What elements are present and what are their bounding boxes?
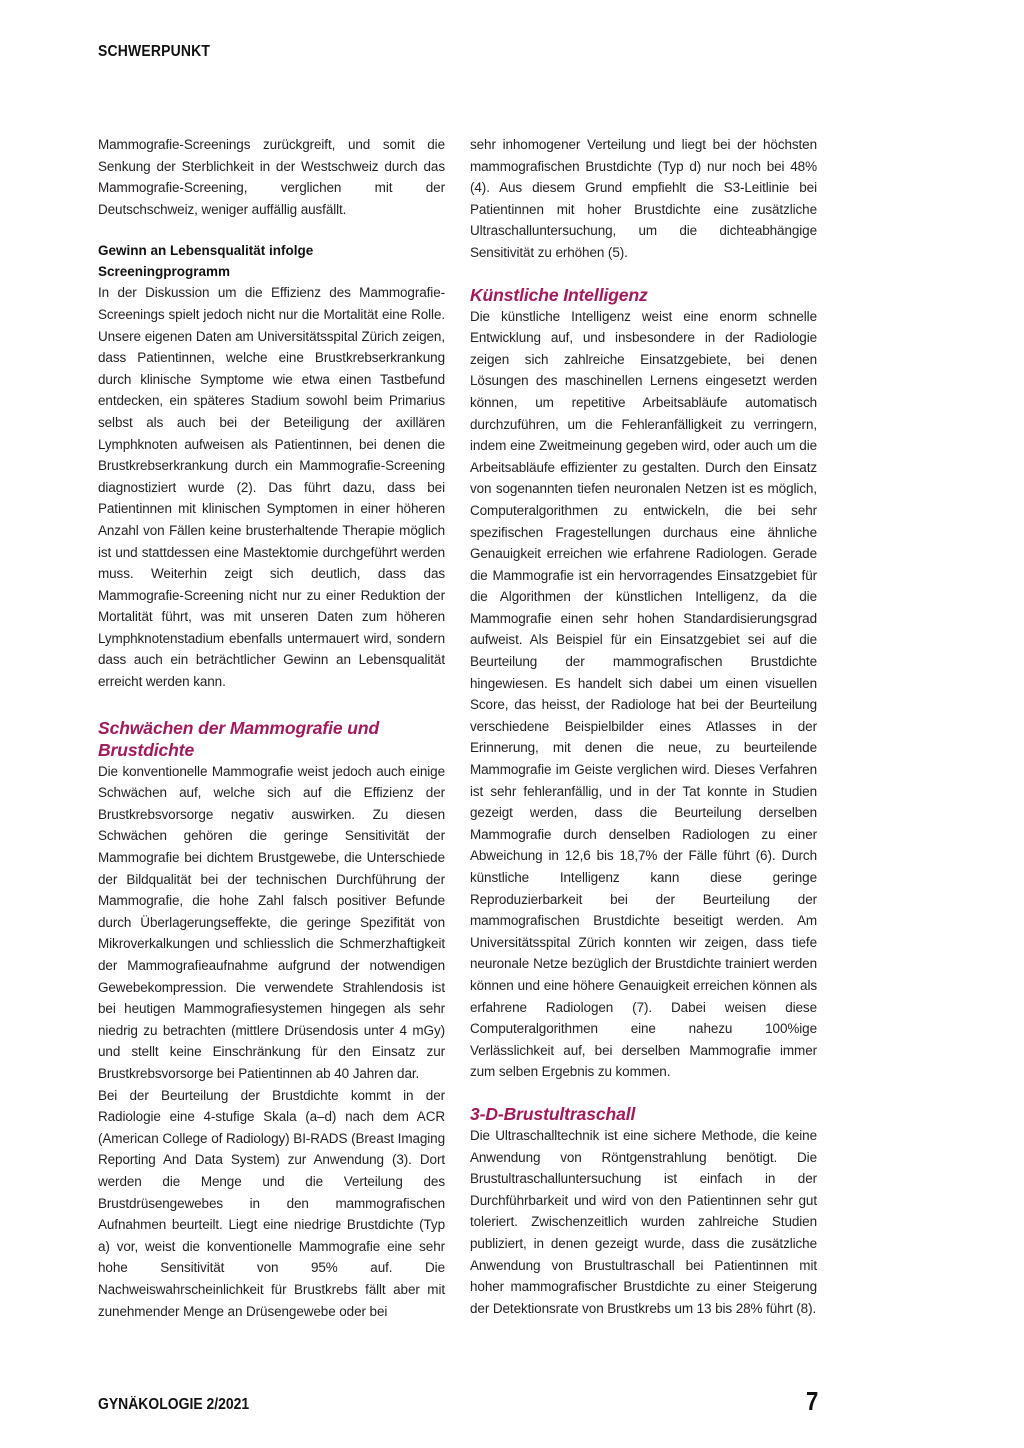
heading-kuenstliche-intelligenz: Künstliche Intelligenz bbox=[470, 284, 648, 305]
intro-paragraph: Mammografie-Screenings zurückgreift, und somit die Senkung der Sterblichkeit in der Westschweiz durch das Mammografie-Screening, verglichen mit der Deutschschweiz, weniger auffällig ausfällt. bbox=[98, 137, 445, 217]
page-number: 7 bbox=[806, 1386, 819, 1416]
heading-3d-brustultraschall: 3-D-Brustultraschall bbox=[470, 1103, 636, 1124]
paragraph-kuenstliche-intelligenz: Die künstliche Intelligenz weist eine enorm schnelle Entwicklung auf, und insbesondere in der Radiologie zeigen sich zahlreiche Einsatzgebiete, bei denen Lösungen des maschinellen Lernens eingesetzt werden können, um repetitive Arbeitsabläufe automatisch durchzuführen, um die Fehleranfälligkeit zu verringern, indem eine Zweitmeinung gegeben wird, oder auch um die Arbeitsabläufe effizienter zu gestalten. Durch den Einsatz von sogenannten tiefen neuronalen Netzen ist es möglich, Computeralgorithmen zu entwickeln, die bei sehr spezifischen Fragestellungen durchaus eine ähnliche Genauigkeit erreichen wie erfahrene Radiologen. Gerade die Mammografie ist ein hervorragendes Einsatzgebiet für die Algorithmen der künstlichen Intelligenz, da die Mammografie einen sehr hohen Standardisierungsgrad aufweist. Als Beispiel für ein Einsatzgebiet sei auf die Beurteilung der mammografischen Brustdichte hingewiesen. Es handelt sich dabei um einen visuellen Score, das heisst, der Radiologe hat bei der Beurteilung verschiedene Beispielbilder eines Atlasses in der Erinnerung, mit denen die neue, zu beurteilende Mammografie im Geiste verglichen wird. Dieses Verfahren ist sehr fehleranfällig, und in der Tat konnte in Studien gezeigt werden, dass die Beurteilung derselben Mammografie durch denselben Radiologen zu einer Abweichung in 12,6 bis 18,7% der Fälle führt (6). Durch künstliche Intelligenz kann diese geringe Reproduzierbarkeit bei der Beurteilung der mammografischen Brustdichte beseitigt werden. Am Universitätsspital Zürich konnten wir zeigen, dass tiefe neuronale Netze bezüglich der Brustdichte trainiert werden können und eine höhere Genauigkeit erreichen können als erfahrene Radiologen (7). Dabei weisen diese Computeralgorithmen eine nahezu 100%ige Verlässlichkeit auf, bei derselben Mammografie immer zum selben Ergebnis zu kommen. bbox=[470, 308, 817, 1080]
left-column bbox=[98, 134, 445, 1322]
section-label: SCHWERPUNKT bbox=[98, 43, 211, 60]
heading-schwaechen: Schwächen der Mammografie und Brustdichte bbox=[98, 717, 380, 760]
journal-footer: GYNÄKOLOGIE 2/2021 bbox=[98, 1396, 250, 1413]
paragraph-schwaechen: Die konventionelle Mammografie weist jedoch auch einige Schwächen auf, welche sich auf die Effizienz der Brustkrebsvorsorge negativ auswirken. Zu diesen Schwächen gehören die geringe Sensitivität der Mammografie bei dichtem Brustgewebe, die Unterschiede der Bildqualität bei der technischen Durchführung der Mammografie, die hohe Zahl falsch positiver Befunde durch Überlagerungseffekte, die geringe Spezifität von Mikroverkalkungen und schliesslich die Schmerzhaftigkeit der Mammografieaufnahme aufgrund der notwendigen Gewebekompression. Die verwendete Strahlendosis ist bei heutigen Mammografiesystemen hingegen als sehr niedrig zu betrachten (mittlere Drüsendosis unter 4 mGy) und stellt keine Einschränkung für den Einsatz zur Brustkrebsvorsorge bei Patientinnen ab 40 Jahren dar. bbox=[98, 763, 445, 1081]
paragraph-3d-brustultraschall: Die Ultraschalltechnik ist eine sichere Methode, die keine Anwendung von Röntgenstrahlung benötigt. Die Brustultraschalluntersuchung ist einfach in der Durchführbarkeit und wird von den Patientinnen sehr gut toleriert. Zwischenzeitlich wurden zahlreiche Studien publiziert, in denen gezeigt wurde, dass die zusätzliche Anwendung von Brustultraschall bei Patientinnen mit hoher mammografischer Brustdichte zu einer Steigerung der Detektionsrate von Brustkrebs um 13 bis 28% führt (8). bbox=[470, 1127, 817, 1316]
paragraph-lebensqualitaet: In der Diskussion um die Effizienz des Mammografie-Screenings spielt jedoch nicht nur die Mortalität eine Rolle. Unsere eigenen Daten am Universitätsspital Zürich zeigen, dass Patientinnen, welche eine Brustkrebserkrankung durch klinische Symptome wie etwa einen Tastbefund entdecken, ein späteres Stadium sowohl beim Primarius selbst als auch bei der Beteiligung der axillären Lymphknoten aufweisen als Patientinnen, bei denen die Brustkrebserkrankung durch ein Mammografie-Screening diagnostiziert wurde (2). Das führt dazu, dass bei Patientinnen mit klinischen Symptomen in einer höheren Anzahl von Fällen keine brusterhaltende Therapie möglich ist und stattdessen eine Mastektomie durchgeführt werden muss. Weiterhin zeigt sich deutlich, dass das Mammografie-Screening nicht nur zu einer Reduktion der Mortalität führt, was mit unseren Daten zum höheren Lymphknotenstadium ebenfalls untermauert wird, sondern dass auch ein beträchtlicher Gewinn an Lebensqualität erreicht werden kann. bbox=[98, 285, 445, 690]
paragraph-brustdichte: Bei der Beurteilung der Brustdichte kommt in der Radiologie eine 4-stufige Skala (a–d) nach dem ACR (American College of Radiology) BI-RADS (Breast Imaging Reporting And Data System) zur Anwendung (3). Dort werden die Menge und die Verteilung des Brustdrüsengewebes in den mammografischen Aufnahmen beurteilt. Liegt eine niedrige Brustdichte (Typ a) vor, weist die konventionelle Mammografie eine sehr hohe Sensitivität von 95% auf. Die Nachweiswahrscheinlichkeit für Brustkrebs fällt aber mit zunehmender Menge an Drüsengewebe oder bei bbox=[98, 1087, 445, 1319]
paragraph-continued: sehr inhomogener Verteilung und liegt bei der höchsten mammografischen Brustdichte (Typ d) nur noch bei 48% (4). Aus diesem Grund empfiehlt die S3-Leitlinie bei Patientinnen mit hoher Brustdichte eine zusätzliche Ultraschalluntersuchung, um die dichteabhängige Sensitivität zu erhöhen (5). bbox=[470, 137, 817, 260]
subheading-lebensqualitaet: Gewinn an Lebensqualität infolge Screeningprogramm bbox=[98, 243, 314, 280]
right-column bbox=[470, 134, 817, 1319]
